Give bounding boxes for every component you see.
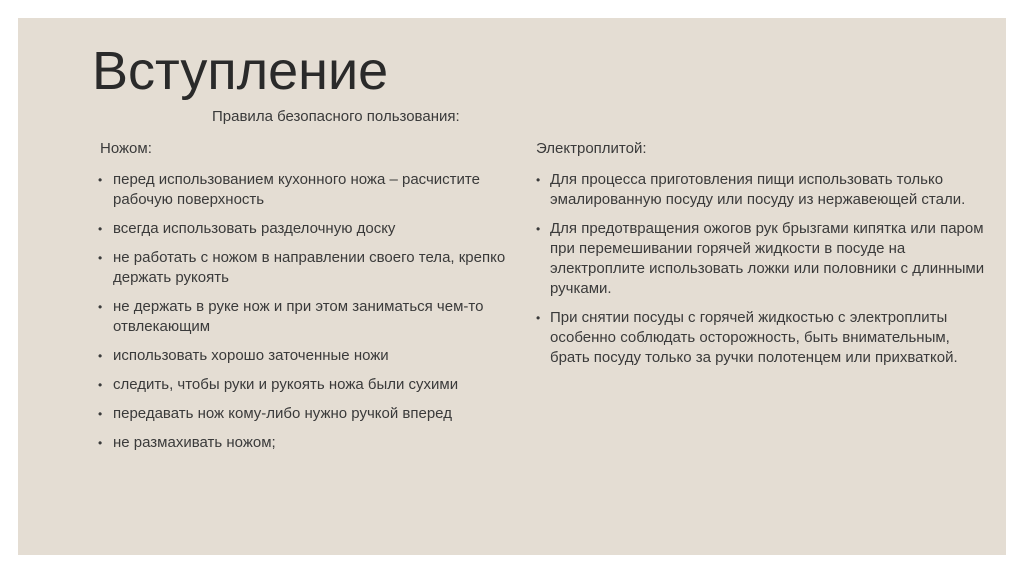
list-item	[98, 375, 538, 395]
list-item-text: перед использованием кухонного ножа – расчистите рабочую поверхность	[113, 171, 480, 208]
list-item	[536, 170, 986, 210]
knife-rules-column	[98, 139, 541, 462]
stove-rules-heading: Электроплитой:	[536, 140, 647, 157]
list-item	[98, 248, 538, 288]
list-item	[98, 219, 541, 239]
list-item-text: Для процесса приготовления пищи использовать только эмалированную посуду или посуду из нержавеющей стали.	[550, 171, 966, 208]
stove-rules-column	[536, 139, 986, 377]
bullet-icon: •	[98, 300, 103, 314]
list-item-text: следить, чтобы руки и рукоять ножа были сухими	[113, 376, 459, 393]
list-item-text: не размахивать ножом;	[113, 434, 276, 451]
bullet-icon: •	[98, 349, 103, 363]
list-item	[98, 404, 538, 424]
bullet-icon: •	[536, 311, 541, 325]
list-item	[98, 170, 541, 210]
list-item	[536, 308, 986, 368]
bullet-icon: •	[98, 173, 103, 187]
list-item-text: всегда использовать разделочную доску	[113, 220, 396, 237]
list-item-text: При снятии посуды с горячей жидкостью с электроплиты особенно соблюдать осторожность, быть внимательным, брать посуду только за ручки полотенцем или прихваткой.	[550, 309, 958, 366]
list-item-text: передавать нож кому-либо нужно ручкой вперед	[113, 405, 452, 422]
list-item-text: использовать хорошо заточенные ножи	[113, 347, 389, 364]
list-item	[536, 219, 986, 299]
list-item	[98, 433, 538, 453]
bullet-icon: •	[98, 222, 103, 236]
bullet-icon: •	[98, 251, 103, 265]
slide-title: Вступление	[92, 41, 389, 101]
bullet-icon: •	[98, 436, 103, 450]
list-item-text: Для предотвращения ожогов рук брызгами кипятка или паром при перемешивании горячей жидкости в посуде на электроплите использовать ложки или половники с длинными ручками.	[550, 220, 985, 297]
slide	[18, 18, 1006, 555]
list-item-text: не держать в руке нож и при этом заниматься чем-то отвлекающим	[113, 298, 484, 335]
knife-rules-heading: Ножом:	[100, 140, 152, 157]
bullet-icon: •	[536, 173, 541, 187]
list-item-text: не работать с ножом в направлении своего тела, крепко держать рукоять	[113, 249, 506, 286]
list-item	[98, 297, 541, 337]
bullet-icon: •	[98, 378, 103, 392]
knife-rules-list	[98, 170, 541, 453]
bullet-icon: •	[98, 407, 103, 421]
list-item	[98, 346, 538, 366]
bullet-icon: •	[536, 222, 541, 236]
stove-rules-list	[536, 170, 986, 368]
slide-subtitle: Правила безопасного пользования:	[212, 108, 460, 125]
